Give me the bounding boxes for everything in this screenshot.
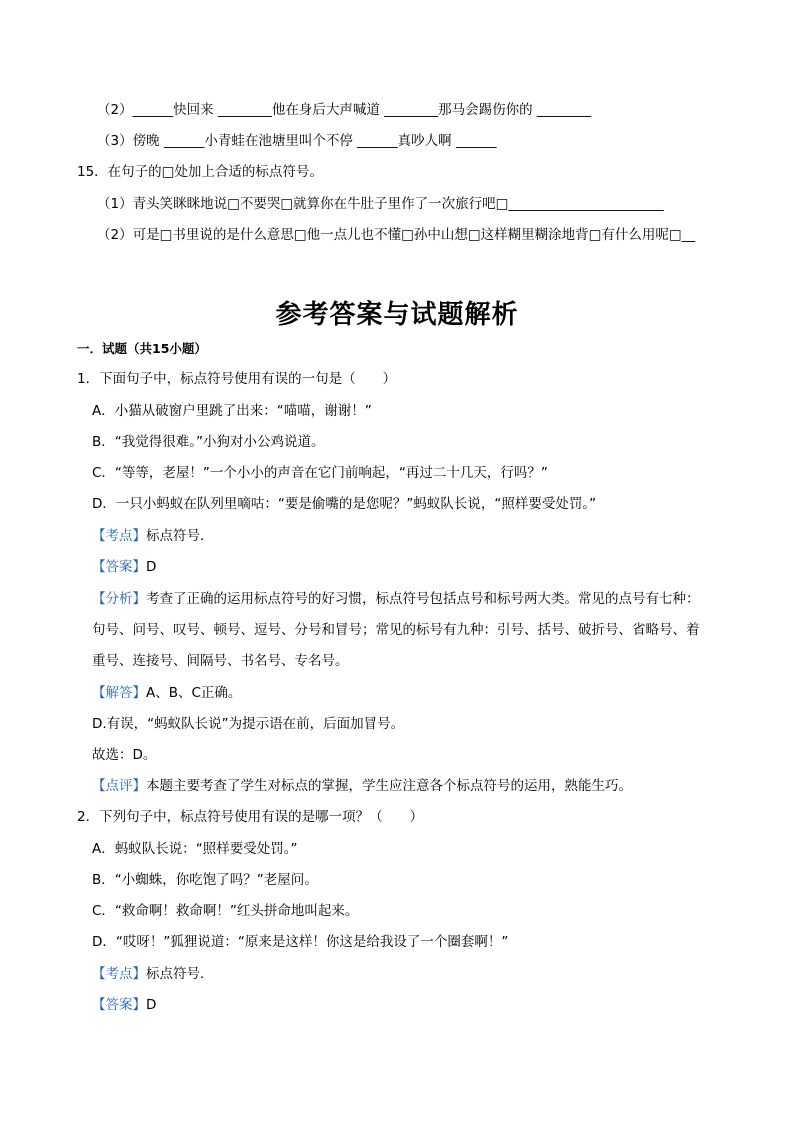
q1-analysis-line-3: 重号、连接号、间隔号、书名号、专名号。 — [92, 653, 349, 669]
kaodian-tag: 【考点】 — [92, 966, 146, 982]
q1-option-a: A．小猫从破窗户里跳了出来：“喵喵，谢谢！” — [92, 403, 372, 419]
q15-item-2: （2）可是□书里说的是什么意思□他一点儿也不懂□孙中山想□这样糊里糊涂地背□有什么用呢□__ — [97, 227, 696, 243]
analysis-tag: 【分析】 — [92, 591, 146, 607]
q2-option-b: B．“小蜘蛛，你吃饱了吗？”老屋问。 — [92, 872, 318, 888]
solution-text: A、B、C正确。 — [146, 685, 242, 701]
comment-text: 本题主要考查了学生对标点的掌握，学生应注意各个标点符号的运用，熟能生巧。 — [146, 778, 632, 794]
q15-item-1: （1）青头笑眯眯地说□不要哭□就算你在牛肚子里作了一次旅行吧□_______________________ — [97, 196, 664, 212]
kaodian-text: 标点符号． — [146, 966, 214, 982]
answer-text: D — [146, 997, 157, 1013]
q14-item-3: （3）傍晚 ______小青蛙在池塘里叫个不停 ______真吵人啊 ______ — [97, 133, 497, 149]
q2-option-d: D．“哎呀！”狐狸说道：“原来是这样！你这是给我设了一个圈套啊！” — [92, 934, 509, 950]
section-heading: 一．试题（共15小题） — [77, 341, 207, 356]
kaodian-tag: 【考点】 — [92, 528, 146, 544]
solution-tag: 【解答】 — [92, 685, 146, 701]
q2-stem: 2．下列句子中，标点符号使用有误的是哪一项？（ ） — [77, 809, 424, 825]
answer-tag: 【答案】 — [92, 997, 146, 1013]
q1-answer — [92, 558, 156, 576]
q1-option-b: B．“我觉得很难。”小狗对小公鸡说道。 — [92, 434, 325, 450]
q1-solution-line-2: D.有误，“蚂蚁队长说”为提示语在前，后面加冒号。 — [92, 716, 405, 732]
answer-title: 参考答案与试题解析 — [275, 300, 519, 330]
q14-item-2: （2）______快回来 ________他在身后大声喊道 ________那马会踢伤你的 ________ — [97, 102, 591, 118]
q1-analysis-line-2: 句号、问号、叹号、顿号、逗号、分号和冒号；常见的标号有九种：引号、括号、破折号、省略号、着 — [92, 622, 700, 638]
q1-comment — [92, 777, 632, 795]
answer-tag: 【答案】 — [92, 559, 146, 575]
q1-option-c: C．“等等，老屋！”一个小小的声音在它门前响起，“再过二十几天，行吗？” — [92, 465, 548, 481]
q1-choice: 故选：D。 — [92, 747, 157, 763]
analysis-text: 考查了正确的运用标点符号的好习惯，标点符号包括点号和标号两大类。常见的点号有七种： — [146, 591, 700, 607]
q1-analysis-line-1 — [92, 590, 700, 608]
q1-kaodian — [92, 527, 214, 545]
q15-stem: 15．在句子的□处加上合适的标点符号。 — [77, 164, 323, 180]
q1-solution — [92, 684, 241, 702]
q2-answer — [92, 996, 156, 1014]
q2-option-c: C．“救命啊！救命啊！”红头拼命地叫起来。 — [92, 903, 359, 919]
q2-option-a: A．蚂蚁队长说：“照样要受处罚。” — [92, 841, 298, 857]
answer-text: D — [146, 559, 157, 575]
q1-option-d: D．一只小蚂蚁在队列里嘀咕：“要是偷嘴的是您呢？”蚂蚁队长说，“照样要受处罚。” — [92, 496, 597, 512]
q2-kaodian — [92, 965, 214, 983]
comment-tag: 【点评】 — [92, 778, 146, 794]
q1-stem: 1．下面句子中，标点符号使用有误的一句是（ ） — [77, 371, 397, 387]
kaodian-text: 标点符号． — [146, 528, 214, 544]
